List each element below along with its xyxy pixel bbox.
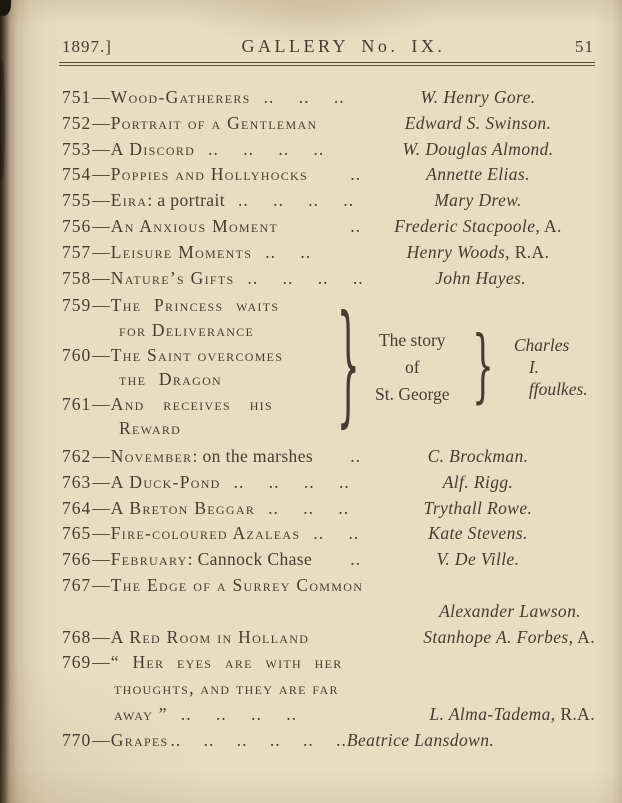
- dash: —: [92, 267, 110, 288]
- entry-title: An Anxious Moment: [110, 215, 279, 236]
- entry-row-767: [62, 573, 595, 625]
- dot-leaders: .. .. .. ..: [233, 471, 350, 492]
- artist-name: Beatrice Lansdown.: [346, 729, 495, 750]
- entry-title: Portrait of a Gentleman: [110, 112, 318, 133]
- entry-title-line2: for Deliverance: [119, 319, 255, 340]
- dash: —: [92, 497, 110, 518]
- dot-leaders: ..: [350, 549, 361, 570]
- entry-title-line2: the Dragon: [119, 369, 223, 390]
- dash: —: [92, 241, 110, 262]
- artist-honorific: , R.A.: [505, 241, 550, 262]
- entry-row-755: [62, 188, 595, 214]
- entry-number: 767: [62, 574, 92, 595]
- entry-title: November: [110, 445, 193, 466]
- entry-number: 751: [62, 87, 92, 107]
- dot-leaders: .. .. ..: [263, 87, 345, 107]
- entry-title-line2: [62, 676, 595, 702]
- dash: —: [92, 87, 110, 107]
- entry-row-753: [62, 137, 595, 163]
- entry-title: away ”: [114, 703, 168, 724]
- entry-number: 754: [62, 164, 92, 185]
- entry-number: 765: [62, 523, 92, 544]
- entry-row-763: [62, 470, 595, 496]
- entry-row-760: [62, 343, 335, 368]
- entry-title-line1: [62, 650, 595, 676]
- entry-artist: [361, 162, 595, 188]
- header-year: 1897.]: [62, 37, 112, 56]
- artist-name: Alf. Rigg.: [442, 471, 514, 492]
- entry-artist: [361, 470, 595, 496]
- artist-name: Kate Stevens.: [428, 523, 528, 544]
- entry-title: A Breton Beggar: [110, 497, 256, 518]
- dot-leaders: .. .. .. .. .. ..: [170, 729, 347, 750]
- artist-name: Frederic Stacpoole: [394, 215, 536, 236]
- entry-number: 769: [62, 652, 92, 673]
- entry-artist: [361, 521, 595, 547]
- entry-row-751: [62, 85, 595, 111]
- entry-title: Eira: [110, 190, 148, 211]
- entry-artist: [361, 240, 595, 266]
- entry-title: A Duck-Pond: [110, 471, 221, 492]
- artist-name: V. De Ville.: [436, 549, 520, 570]
- artist-name-line: Charles: [513, 335, 570, 356]
- dash: —: [92, 549, 110, 570]
- dash: —: [92, 393, 110, 414]
- entry-title: Poppies and Hollyhocks: [110, 164, 308, 185]
- page-title: GALLERY No. IX.: [241, 36, 446, 56]
- page-number: 51: [575, 37, 594, 56]
- dash: —: [92, 729, 110, 750]
- entry-artist: [361, 137, 595, 163]
- entry-title-line1: The Saint overcomes: [110, 344, 284, 365]
- entry-number: 755: [62, 190, 92, 211]
- entry-row-754: [62, 162, 595, 188]
- dash: —: [92, 471, 110, 492]
- entry-title: Fire-coloured Azaleas: [110, 523, 301, 544]
- artist-name: L. Alma-Tadema: [429, 703, 551, 724]
- dot-leaders: ..: [350, 445, 361, 466]
- dot-leaders: .. .. ..: [268, 497, 350, 518]
- catalogue-entries: [62, 85, 595, 754]
- entry-number: 753: [62, 138, 92, 159]
- entry-title-line1: And receives his: [110, 393, 273, 414]
- st-george-group: [62, 289, 595, 442]
- dash: —: [92, 626, 110, 647]
- entry-artist: [361, 496, 595, 522]
- artist-honorific: , R.A.: [550, 703, 595, 724]
- dash: —: [92, 523, 110, 544]
- entry-title: Grapes: [110, 729, 169, 750]
- artist-name: C. Brockman.: [427, 445, 529, 466]
- artist-name: Mary Drew.: [434, 190, 522, 211]
- dot-leaders: .. .. .. ..: [180, 703, 297, 724]
- group-label-line: St. George: [375, 383, 450, 404]
- scan-edge-shadow: [0, 60, 5, 180]
- entry-number: 758: [62, 267, 92, 288]
- entry-number: 759: [62, 295, 92, 316]
- dash: —: [92, 164, 110, 185]
- group-brace-left: }: [336, 289, 360, 442]
- artist-name: W. Henry Gore.: [420, 87, 536, 107]
- group-label-line: of: [404, 356, 420, 377]
- entry-artist: [361, 547, 595, 573]
- entry-title: Wood-Gatherers: [110, 87, 251, 107]
- entry-title-plain: : on the marshes: [192, 445, 314, 466]
- entry-title: Nature’s Gifts: [110, 267, 235, 288]
- dot-leaders: .. ..: [313, 523, 360, 544]
- group-brace-right: }: [471, 319, 494, 413]
- artist-name: Trythall Rowe.: [423, 497, 533, 518]
- entry-number: 764: [62, 497, 92, 518]
- entry-title: February: [110, 549, 188, 570]
- dash: —: [92, 138, 110, 159]
- artist-name: John Hayes.: [435, 267, 527, 288]
- entry-title-line3: [62, 702, 595, 728]
- entry-title-line1: The Princess waits: [110, 295, 280, 316]
- artist-name-line: I. ffoulkes.: [528, 357, 588, 400]
- entry-row-764: [62, 496, 595, 522]
- entry-title: Leisure Moments: [110, 241, 253, 262]
- dot-leaders: .. .. .. ..: [208, 138, 325, 159]
- entry-row-762: [62, 444, 595, 470]
- dot-leaders: ..: [350, 164, 361, 185]
- entry-number: 761: [62, 393, 92, 414]
- entry-row-766: [62, 547, 595, 573]
- entry-artist: Alexander Lawson.: [439, 600, 581, 621]
- entry-row-761: [62, 392, 335, 417]
- artist-name: Stanhope A. Forbes: [423, 626, 569, 647]
- entry-number: 766: [62, 549, 92, 570]
- artist-honorific: , A.: [568, 626, 595, 647]
- entry-artist: [364, 266, 598, 292]
- entry-row-770: [62, 728, 595, 754]
- entry-title-line2: Reward: [119, 418, 182, 439]
- entry-artist: [423, 625, 595, 651]
- entry-title: A Red Room in Holland: [110, 626, 310, 647]
- dash: —: [92, 445, 110, 466]
- entry-artist: [361, 444, 595, 470]
- entry-row-765: [62, 521, 595, 547]
- dash: —: [92, 652, 110, 673]
- entry-number: 763: [62, 471, 92, 492]
- dot-leaders: ..: [350, 215, 361, 236]
- dash: —: [92, 344, 110, 365]
- entry-row-756: [62, 214, 595, 240]
- artist-name: W. Douglas Almond.: [402, 138, 554, 159]
- scan-edge-notch: [0, 0, 11, 16]
- entry-row-768: [62, 625, 595, 651]
- entry-number: 760: [62, 344, 92, 365]
- entry-artist: [361, 214, 595, 240]
- dot-leaders: .. ..: [265, 241, 312, 262]
- entry-title: The Edge of a Surrey Common: [110, 574, 364, 595]
- entry-artist: [361, 188, 595, 214]
- entry-row-759: [62, 293, 335, 318]
- entry-title-plain: : Cannock Chase: [187, 549, 313, 570]
- dot-leaders: .. .. .. ..: [238, 190, 355, 211]
- dot-leaders: .. .. .. ..: [247, 267, 364, 288]
- dash: —: [92, 190, 110, 211]
- artist-name: Edward S. Swinson.: [404, 112, 552, 133]
- entry-title-plain: : a portrait: [147, 190, 226, 211]
- entry-title-line: [62, 573, 595, 599]
- entry-row-752: [62, 111, 595, 137]
- entry-title: thoughts, and they are far: [114, 678, 339, 699]
- header-double-rule: [59, 62, 595, 66]
- entry-number: 762: [62, 445, 92, 466]
- entry-row-757: [62, 240, 595, 266]
- entry-artist: [361, 111, 595, 137]
- entry-row-758: [62, 266, 595, 292]
- entry-title: A Discord: [110, 138, 196, 159]
- entry-number: 768: [62, 626, 92, 647]
- entry-artist: [347, 728, 494, 754]
- entry-number: 752: [62, 112, 92, 133]
- entry-number: 770: [62, 729, 92, 750]
- group-titles: [62, 293, 335, 441]
- group-label: [363, 327, 462, 408]
- entry-artist: [361, 85, 595, 111]
- entry-artist: [429, 702, 595, 728]
- group-artist: [514, 334, 595, 400]
- dash: —: [92, 295, 110, 316]
- entry-title: “ Her eyes are with her: [110, 652, 343, 673]
- dash: —: [92, 112, 110, 133]
- artist-name: Annette Elias.: [426, 164, 530, 185]
- entry-row-769: [62, 650, 595, 727]
- entry-number: 757: [62, 241, 92, 262]
- artist-honorific: , A.: [535, 215, 562, 236]
- group-label-line: The story: [378, 329, 446, 350]
- entry-number: 756: [62, 215, 92, 236]
- dash: —: [92, 215, 110, 236]
- artist-name: Henry Woods: [406, 241, 506, 262]
- page-header: [62, 36, 594, 57]
- dash: —: [92, 574, 110, 595]
